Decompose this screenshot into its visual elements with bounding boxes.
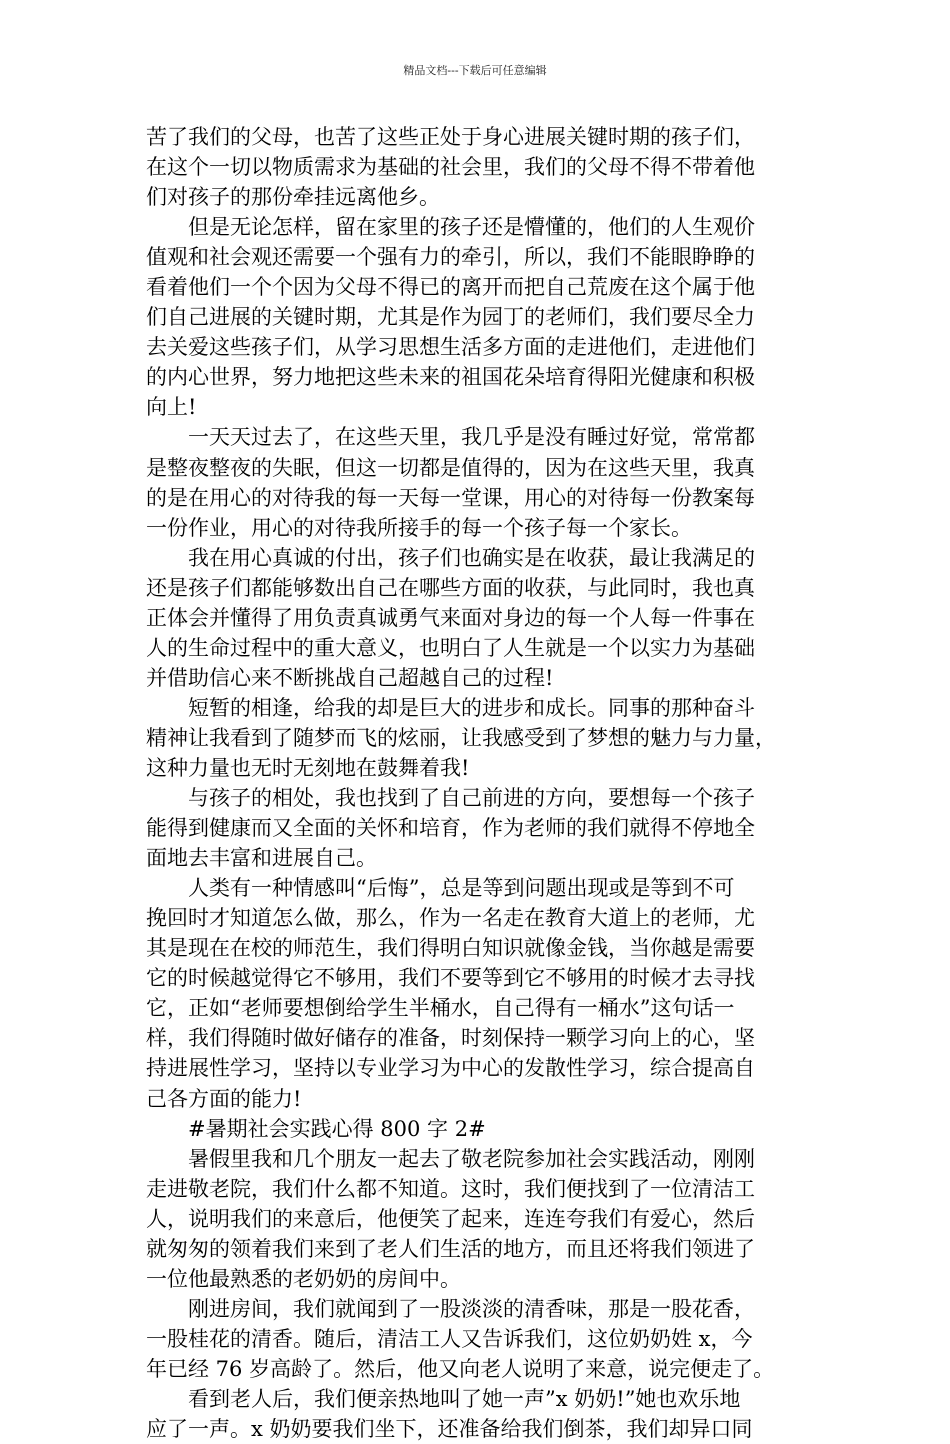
text-line: 并借助信心来不断挑战自己超越自己的过程! bbox=[146, 665, 554, 690]
text-line: 持进展性学习，坚持以专业学习为中心的发散性学习，综合提高自 bbox=[146, 1056, 755, 1081]
text-line: 一位他最熟悉的老奶奶的房间中。 bbox=[146, 1266, 461, 1291]
text-line: 短暂的相逢，给我的却是巨大的进步和成长。同事的那种奋斗 bbox=[188, 695, 755, 720]
text-line: 苦了我们的父母，也苦了这些正处于身心进展关键时期的孩子们， bbox=[146, 125, 755, 149]
text-line: 与孩子的相处，我也找到了自己前进的方向，要想每一个孩子 bbox=[188, 786, 755, 811]
text-line: 向上! bbox=[146, 395, 197, 420]
text-line: 我在用心真诚的付出，孩子们也确实是在收获，最让我满足的 bbox=[188, 545, 755, 570]
text-line: 其是现在在校的师范生，我们得明白知识就像金钱，当你越是需要 bbox=[146, 936, 755, 961]
text-line: 看到老人后，我们便亲热地叫了她一声”x 奶奶!”她也欢乐地 bbox=[188, 1386, 741, 1411]
text-line: 应了一声。x 奶奶要我们坐下，还准备给我们倒茶，我们却异口同 bbox=[146, 1417, 753, 1442]
text-line: 己各方面的能力! bbox=[146, 1086, 302, 1111]
text-line: 样，我们得随时做好储存的准备，时刻保持一颗学习向上的心，坚 bbox=[146, 1026, 755, 1051]
document-body bbox=[146, 122, 814, 1444]
text-line: 它，正如“老师要想倒给学生半桶水，自己得有一桶水”这句话一 bbox=[146, 996, 735, 1021]
text-line: 们自己进展的关键时期，尤其是作为园丁的老师们，我们要尽全力 bbox=[146, 305, 755, 330]
text-line: 面地去丰富和进展自己。 bbox=[146, 846, 377, 871]
text-line: 这种力量也无时无刻地在鼓舞着我! bbox=[146, 755, 470, 780]
text-line: 精神让我看到了随梦而飞的炫丽，让我感受到了梦想的魅力与力量， bbox=[146, 725, 776, 750]
text-line: 的是在用心的对待我的每一天每一堂课，用心的对待每一份教案每 bbox=[146, 485, 755, 510]
text-line: 它的时候越觉得它不够用，我们不要等到它不够用的时候才去寻找 bbox=[146, 966, 755, 991]
text-line: 们对孩子的那份牵挂远离他乡。 bbox=[146, 185, 440, 210]
text-line: 就匆匆的领着我们来到了老人们生活的地方，而且还将我们领进了 bbox=[146, 1236, 755, 1261]
text-line: 去关爱这些孩子们，从学习思想生活多方面的走进他们，走进他们 bbox=[146, 335, 755, 360]
text-line: 年已经 76 岁高龄了。然后，他又向老人说明了来意，说完便走了。 bbox=[146, 1356, 775, 1381]
text-line: 一股桂花的清香。随后，清洁工人又告诉我们，这位奶奶姓 x，今 bbox=[146, 1326, 753, 1351]
text-line: 看着他们一个个因为父母不得已的离开而把自己荒废在这个属于他 bbox=[146, 275, 755, 300]
text-line: 暑假里我和几个朋友一起去了敬老院参加社会实践活动，刚刚 bbox=[188, 1146, 755, 1171]
text-line: 走进敬老院，我们什么都不知道。这时，我们便找到了一位清洁工 bbox=[146, 1176, 755, 1201]
text-line: 在这个一切以物质需求为基础的社会里，我们的父母不得不带着他 bbox=[146, 155, 755, 180]
text-line: 人的生命过程中的重大意义，也明白了人生就是一个以实力为基础 bbox=[146, 635, 755, 660]
text-line: 能得到健康而又全面的关怀和培育，作为老师的我们就得不停地全 bbox=[146, 816, 755, 841]
text-line: 刚进房间，我们就闻到了一股淡淡的清香味，那是一股花香， bbox=[188, 1296, 755, 1321]
page-header: 精品文档---下载后可任意编辑 bbox=[403, 64, 547, 77]
text-line: 是整夜整夜的失眠，但这一切都是值得的，因为在这些天里，我真 bbox=[146, 455, 755, 480]
text-line: 一份作业，用心的对待我所接手的每一个孩子每一个家长。 bbox=[146, 515, 692, 540]
text-line: 还是孩子们都能够数出自己在哪些方面的收获，与此同时，我也真 bbox=[146, 575, 755, 600]
text-line: #暑期社会实践心得 800 字 2# bbox=[188, 1116, 486, 1141]
text-line: 一天天过去了，在这些天里，我几乎是没有睡过好觉，常常都 bbox=[188, 425, 755, 450]
text-line: 人，说明我们的来意后，他便笑了起来，连连夸我们有爱心，然后 bbox=[146, 1206, 755, 1231]
text-line: 值观和社会观还需要一个强有力的牵引，所以，我们不能眼睁睁的 bbox=[146, 245, 755, 270]
text-line: 但是无论怎样，留在家里的孩子还是懵懂的，他们的人生观价 bbox=[188, 215, 755, 240]
text-line: 的内心世界，努力地把这些未来的祖国花朵培育得阳光健康和积极 bbox=[146, 365, 755, 390]
text-line: 正体会并懂得了用负责真诚勇气来面对身边的每一个人每一件事在 bbox=[146, 605, 755, 630]
text-line: 挽回时才知道怎么做，那么，作为一名走在教育大道上的老师，尤 bbox=[146, 906, 755, 931]
text-line: 人类有一种情感叫“后悔”，总是等到问题出现或是等到不可 bbox=[188, 876, 735, 901]
